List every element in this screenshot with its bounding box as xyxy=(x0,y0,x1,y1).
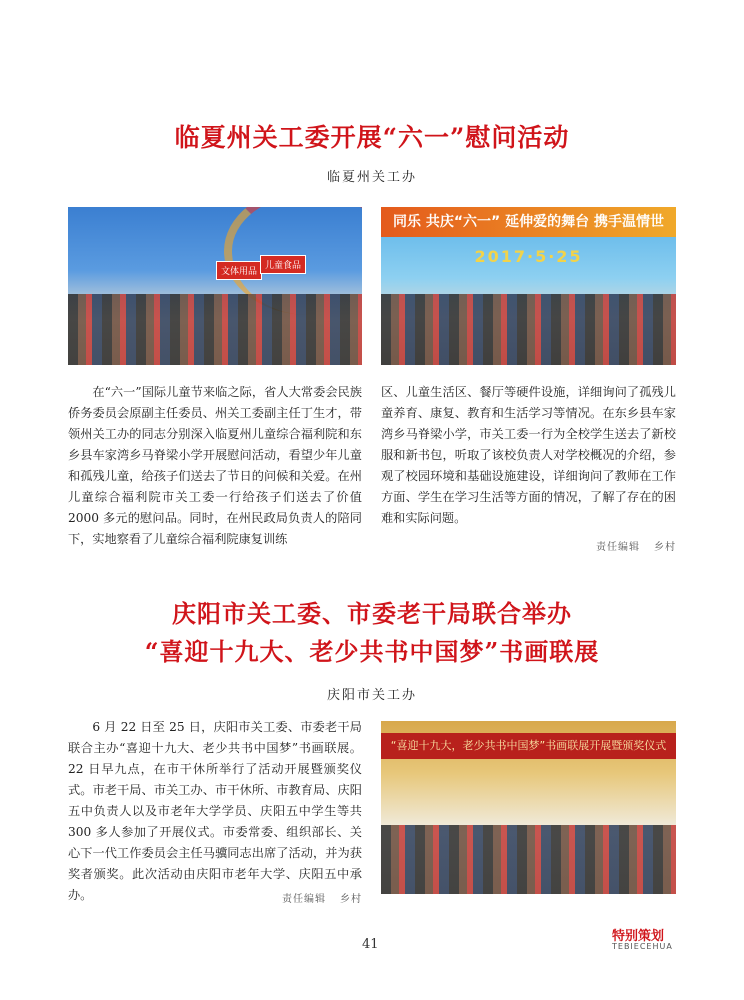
article2-photo xyxy=(381,721,676,894)
article1-photo-right xyxy=(381,207,676,365)
article1-byline: 临夏州关工办 xyxy=(326,170,417,185)
crowd-graphic xyxy=(381,294,676,365)
article1-paragraph-right: 区、儿童生活区、餐厅等硬件设施，详细询问了孤残儿童养育、康复、教育和生活学习等情况。在东乡县车家湾乡马脊梁小学，市关工委一行为全校学生送去了新校服和新书包，听取了该校负责人对学校概况的介绍，参观了校园环境和基础设施建设，详细询问了教师在工作方面、学生在学习生活等方面的情况，了解了存在的困难和实际问题。 xyxy=(381,385,676,525)
article1-title: 临夏州关工委开展“六一”慰问活动 xyxy=(174,123,570,152)
article2-title-line1: 庆阳市关工委、市委老干局联合举办 xyxy=(172,599,572,628)
article2-editor xyxy=(282,890,362,905)
editor-label: 责任编辑 xyxy=(596,542,640,553)
article1-editor xyxy=(596,538,676,553)
photo-banner: 同乐 共庆“六一” 延伸爱的舞台 携手温情世 xyxy=(381,207,676,237)
editor-name: 乡村 xyxy=(654,542,676,553)
section-label: 特别策划 xyxy=(612,929,665,944)
article2-title-line2: “喜迎十九大、老少共书中国梦”书画联展 xyxy=(144,637,600,666)
page-number: 41 xyxy=(362,937,379,952)
article1-paragraph-left: 在“六一”国际儿童节来临之际，省人大常委会民族侨务委员会原副主任委员、州关工委副主任丁生才，带领州关工办的同志分别深入临夏州儿童综合福利院和东乡县车家湾乡马脊梁小学开展慰问活动，看望少年儿童和孤残儿童，给孩子们送去了节日的问候和关爱。在州儿童综合福利院市关工委一行给孩子们送去了价值 2000 多元的慰问品。同时，在州民政局负责人的陪同下，实地察看了儿童综合福利院康复训练 xyxy=(68,385,362,546)
article2-paragraph: 6 月 22 日至 25 日，庆阳市关工委、市委老干局联合主办“喜迎十九大、老少共书中国梦”书画联展。22 日早九点，在市干休所举行了活动开展暨颁奖仪式。市老干局、市关工办、市干休所、市教育局、庆阳五中负责人以及市老年大学学员、庆阳五中学生等共 300 多人参加了开展仪式。市委常委、组织部长、关心下一代工作委员会主任马骥同志出席了活动，并为获奖者颁奖。此次活动由庆阳市老年大学、庆阳五中承办。 xyxy=(68,720,362,902)
crowd-graphic xyxy=(68,294,362,365)
section-pinyin: TEBIECEHUA xyxy=(612,942,673,951)
article2-byline: 庆阳市关工办 xyxy=(326,688,417,703)
photo-banner: “喜迎十九大，老少共书中国梦”书画联展开展暨颁奖仪式 xyxy=(381,733,676,759)
editor-name: 乡村 xyxy=(340,894,362,905)
article1-photo-left xyxy=(68,207,362,365)
editor-label: 责任编辑 xyxy=(282,894,326,905)
crowd-graphic xyxy=(381,825,676,894)
photo-date: 2017·5·25 xyxy=(474,247,583,266)
photo-sign-2: 儿童食品 xyxy=(260,255,306,274)
photo-sign-1: 文体用品 xyxy=(216,261,262,280)
